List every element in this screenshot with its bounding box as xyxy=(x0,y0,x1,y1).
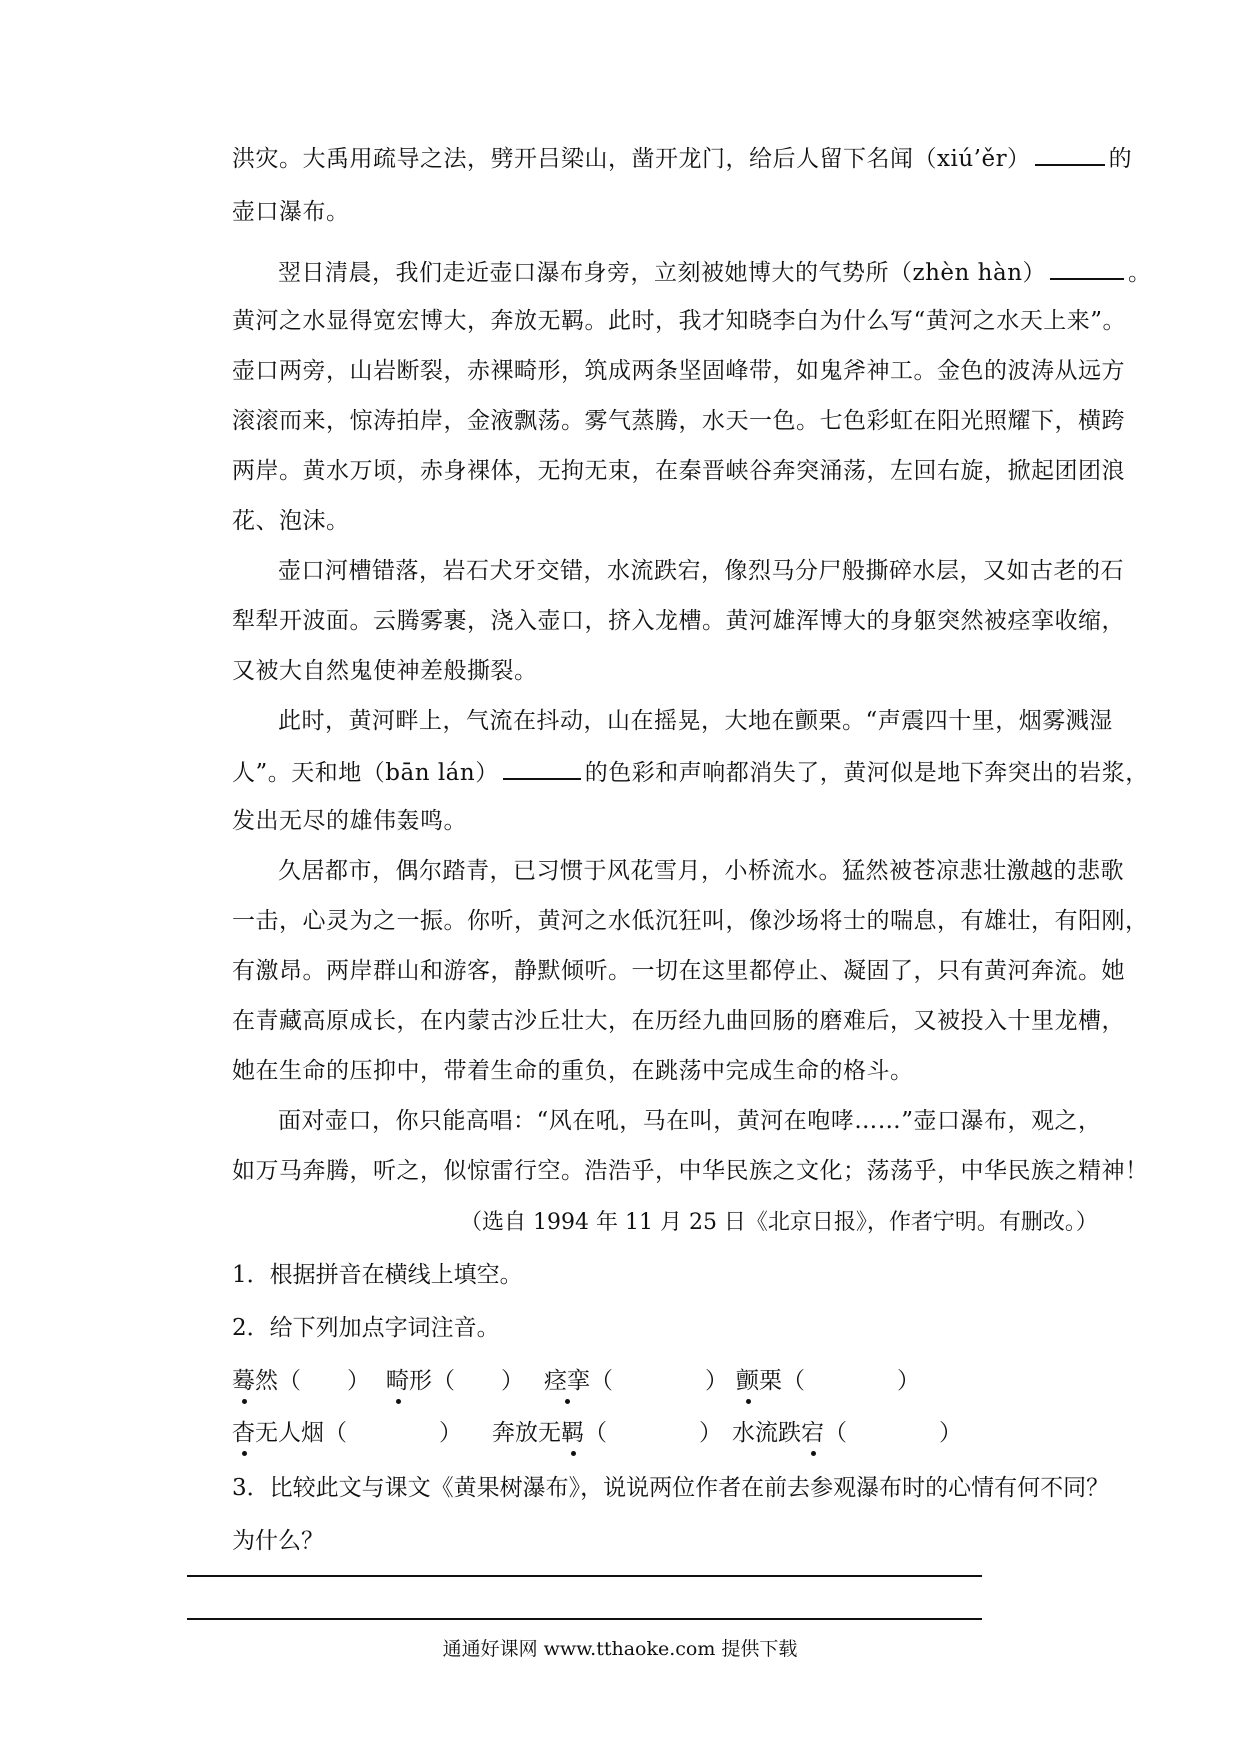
passage-line: 久居都市，偶尔踏青，已习惯于风花雪月，小桥流水。猛然被苍凉悲壮激越的悲歌 xyxy=(278,858,1124,884)
passage-text: 的色彩和声响都消失了，黄河似是地下奔突出的岩浆， xyxy=(584,760,1149,786)
dotted-char: 蓦 xyxy=(232,1368,255,1394)
phonetic-item xyxy=(732,1418,962,1448)
passage-line xyxy=(232,142,1133,174)
passage-text: 翌日清晨，我们走近壶口瀑布身旁，立刻被她博大的气势所（zhèn hàn） xyxy=(278,260,1047,286)
source-citation: （选自 1994 年 11 月 25 日《北京日报》，作者宁明。有删改。） xyxy=(460,1210,1098,1235)
answer-slot[interactable]: （ ） xyxy=(590,1368,728,1394)
question-3-cont: 为什么？ xyxy=(232,1528,324,1554)
fill-blank-zhenhan[interactable] xyxy=(1050,256,1124,280)
phonetic-item xyxy=(544,1366,728,1396)
answer-slot[interactable]: （ ） xyxy=(584,1420,722,1446)
passage-line: 有激昂。两岸群山和游客，静默倾听。一切在这里都停止、凝固了，只有黄河奔流。她 xyxy=(232,958,1125,984)
answer-line[interactable] xyxy=(187,1575,982,1577)
answer-slot[interactable]: 无人烟（ ） xyxy=(255,1420,462,1446)
answer-line[interactable] xyxy=(187,1618,982,1620)
passage-line: 花、泡沫。 xyxy=(232,508,350,534)
phonetic-item xyxy=(492,1418,722,1448)
passage-line: 壶口瀑布。 xyxy=(232,199,350,225)
passage-line xyxy=(278,256,1152,288)
question-2: 2．给下列加点字词注音。 xyxy=(232,1315,500,1341)
passage-line: 在青藏高原成长，在内蒙古沙丘壮大，在历经九曲回肠的磨难后，又被投入十里龙槽， xyxy=(232,1008,1125,1034)
phonetic-item xyxy=(232,1366,370,1396)
passage-text: 洪灾。大禹用疏导之法，劈开吕梁山，凿开龙门，给后人留下名闻（xiú’ěr） xyxy=(232,146,1031,172)
passage-text: 。 xyxy=(1128,260,1152,286)
answer-slot[interactable]: （ ） xyxy=(824,1420,962,1446)
answer-slot[interactable]: 形（ ） xyxy=(409,1368,524,1394)
passage-line: 此时，黄河畔上，气流在抖动，山在摇晃，大地在颤栗。“声震四十里，烟雾溅湿 xyxy=(278,708,1113,734)
passage-line: 一击，心灵为之一振。你听，黄河之水低沉狂叫，像沙场将士的喘息，有雄壮，有阳刚， xyxy=(232,908,1149,934)
question-1: 1．根据拼音在横线上填空。 xyxy=(232,1262,523,1288)
passage-line: 犁犁开波面。云腾雾裹，浇入壶口，挤入龙槽。黄河雄浑博大的身躯突然被痉挛收缩， xyxy=(232,608,1125,634)
passage-line: 两岸。黄水万顷，赤身裸体，无拘无束，在秦晋峡谷奔突涌荡，左回右旋，掀起团团浪 xyxy=(232,458,1125,484)
passage-line: 黄河之水显得宽宏博大，奔放无羁。此时，我才知晓李白为什么写“黄河之水天上来”。 xyxy=(232,308,1127,334)
dotted-char: 痉挛 xyxy=(544,1368,590,1394)
dotted-char: 宕 xyxy=(801,1420,824,1446)
phonetic-item xyxy=(232,1418,462,1448)
passage-line: 她在生命的压抑中，带着生命的重负，在跳荡中完成生命的格斗。 xyxy=(232,1058,914,1084)
passage-line xyxy=(232,756,1149,788)
answer-slot[interactable]: 然（ ） xyxy=(255,1368,370,1394)
passage-line: 如万马奔腾，听之，似惊雷行空。浩浩乎，中华民族之文化；荡荡乎，中华民族之精神！ xyxy=(232,1158,1149,1184)
answer-slot[interactable]: 栗（ ） xyxy=(759,1368,920,1394)
passage-line: 面对壶口，你只能高唱：“风在吼，马在叫，黄河在咆哮……”壶口瀑布，观之， xyxy=(278,1108,1102,1134)
phonetic-item xyxy=(386,1366,524,1396)
dotted-char: 畸 xyxy=(386,1368,409,1394)
passage-line: 发出无尽的雄伟轰鸣。 xyxy=(232,808,467,834)
phonetic-item xyxy=(736,1366,920,1396)
passage-line: 壶口河槽错落，岩石犬牙交错，水流跌宕，像烈马分尸般撕碎水层，又如古老的石 xyxy=(278,558,1124,584)
item-text: 水流跌 xyxy=(732,1420,801,1446)
dotted-char: 颤 xyxy=(736,1368,759,1394)
footer-download-note: 通通好课网 www.tthaoke.com 提供下载 xyxy=(442,1638,798,1660)
passage-line: 滚滚而来，惊涛拍岸，金液飘荡。雾气蒸腾，水天一色。七色彩虹在阳光照耀下，横跨 xyxy=(232,408,1125,434)
dotted-char: 杳 xyxy=(232,1420,255,1446)
passage-text: 的 xyxy=(1108,146,1133,172)
passage-line: 又被大自然鬼使神差般撕裂。 xyxy=(232,658,538,684)
item-text: 奔放无 xyxy=(492,1420,561,1446)
passage-line: 壶口两旁，山岩断裂，赤裸畸形，筑成两条坚固峰带，如鬼斧神工。金色的波涛从远方 xyxy=(232,358,1125,384)
fill-blank-xiuer[interactable] xyxy=(1035,142,1105,166)
passage-text: 人”。天和地（bān lán） xyxy=(232,760,499,786)
fill-blank-banlan[interactable] xyxy=(503,756,581,780)
dotted-char: 羁 xyxy=(561,1420,584,1446)
question-3: 3．比较此文与课文《黄果树瀑布》，说说两位作者在前去参观瀑布时的心情有何不同？ xyxy=(232,1475,1110,1501)
